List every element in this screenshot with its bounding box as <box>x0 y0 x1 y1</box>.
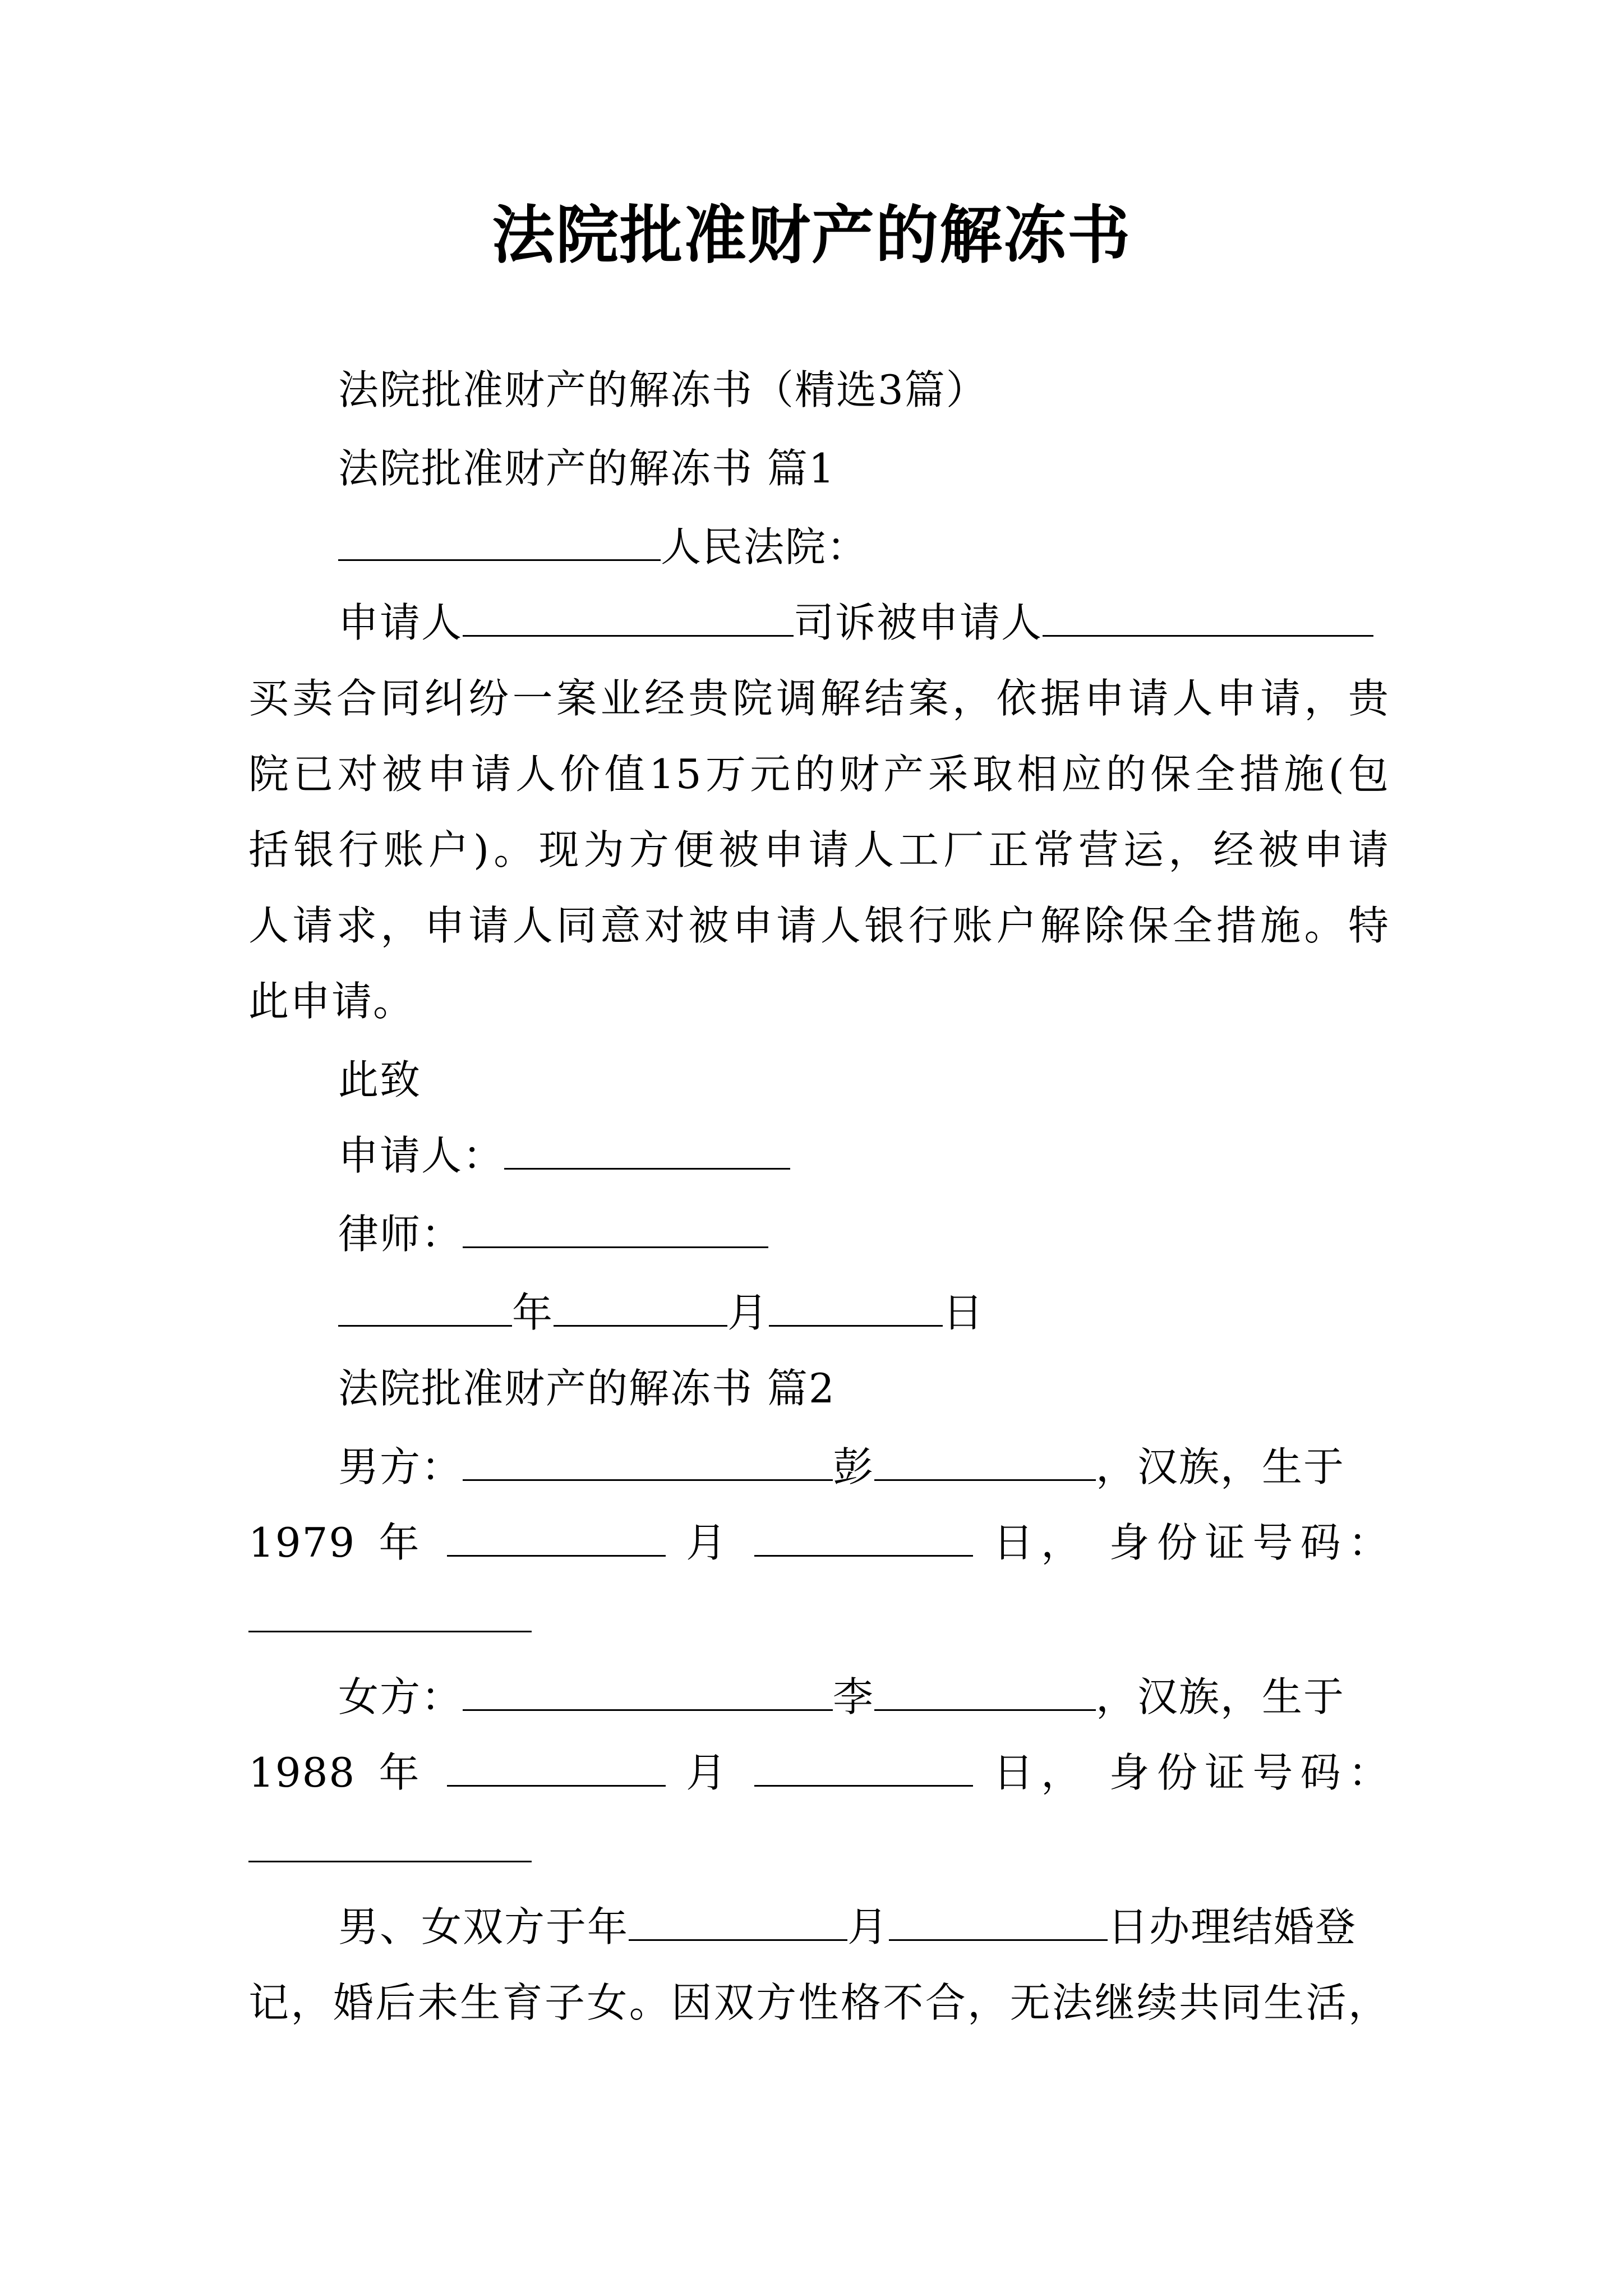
respondent-name-blank <box>1043 600 1373 637</box>
month-label: 月 <box>727 1289 769 1336</box>
male-day-blank <box>754 1520 973 1557</box>
applicant-signature-blank <box>504 1133 790 1170</box>
applicant-signature-line <box>338 1128 790 1184</box>
body-line-5: 此申请。 <box>248 978 415 1025</box>
female-month-blank <box>447 1750 666 1787</box>
male-year-label: 年 <box>372 1519 427 1566</box>
female-id-line <box>248 1820 532 1876</box>
female-given-name-blank <box>874 1674 1096 1711</box>
marriage-end: 日办理结婚登 <box>1108 1903 1357 1950</box>
applicant-signature-label: 申请人： <box>338 1132 505 1179</box>
lawyer-signature-line <box>338 1206 768 1262</box>
male-birth-year: 1979 <box>248 1519 356 1566</box>
male-id-blank <box>248 1596 532 1632</box>
female-day-label: 日， <box>993 1749 1089 1796</box>
day-label: 日 <box>943 1289 985 1336</box>
female-birth-line <box>248 1745 1390 1801</box>
marriage-body-line: 记，婚后未生育子女。因双方性格不合，无法继续共同生活， <box>248 1979 1390 2026</box>
male-name-blank <box>463 1444 833 1481</box>
male-line <box>338 1439 1345 1495</box>
female-month-label: 月 <box>686 1749 734 1796</box>
body-line-3: 括银行账户)。现为方便被申请人工厂正常营运，经被申请 <box>248 826 1390 873</box>
body-line-2: 院已对被申请人价值15万元的财产采取相应的保全措施(包 <box>248 751 1390 798</box>
female-name-blank <box>463 1674 833 1711</box>
marriage-line <box>338 1899 1357 1955</box>
female-birth-year: 1988 <box>248 1749 356 1796</box>
female-id-label: 身份证号码： <box>1109 1749 1390 1796</box>
female-line <box>338 1669 1345 1725</box>
female-label: 女方： <box>338 1673 463 1720</box>
female-id-blank <box>248 1826 532 1862</box>
male-surname: 彭 <box>833 1443 875 1490</box>
lawyer-signature-label: 律师： <box>338 1211 463 1258</box>
applicant-line <box>338 595 1373 651</box>
male-birth-line <box>248 1515 1390 1571</box>
female-year-label: 年 <box>372 1749 427 1796</box>
section2-heading: 法院批准财产的解冻书 篇2 <box>338 1365 836 1412</box>
month-blank <box>554 1290 727 1327</box>
marriage-day-blank <box>889 1904 1108 1941</box>
male-label: 男方： <box>338 1443 463 1490</box>
female-day-blank <box>754 1750 973 1787</box>
year-blank <box>338 1290 512 1327</box>
male-id-line <box>248 1590 532 1646</box>
female-surname: 李 <box>833 1673 875 1720</box>
applicant-prefix: 申请人 <box>338 599 463 646</box>
court-name-blank <box>338 524 661 561</box>
marriage-month-label: 月 <box>847 1903 889 1950</box>
male-month-blank <box>447 1520 666 1557</box>
salutation: 此致 <box>338 1056 422 1103</box>
male-given-name-blank <box>874 1444 1096 1481</box>
marriage-start: 男、女双方于年 <box>338 1903 629 1950</box>
body-line-4: 人请求，申请人同意对被申请人银行账户解除保全措施。特 <box>248 902 1390 949</box>
female-ethnicity-born: ，汉族，生于 <box>1096 1673 1345 1720</box>
sue-respondent-text: 司诉被申请人 <box>794 599 1043 646</box>
male-day-label: 日， <box>993 1519 1089 1566</box>
male-ethnicity-born: ，汉族，生于 <box>1096 1443 1345 1490</box>
court-suffix: 人民法院： <box>661 523 869 570</box>
year-label: 年 <box>512 1289 554 1336</box>
section1-heading: 法院批准财产的解冻书 篇1 <box>338 445 836 492</box>
applicant-name-blank <box>463 600 794 637</box>
day-blank <box>769 1290 943 1327</box>
male-month-label: 月 <box>686 1519 734 1566</box>
body-line-1: 买卖合同纠纷一案业经贵院调解结案，依据申请人申请，贵 <box>248 675 1390 722</box>
male-id-label: 身份证号码： <box>1109 1519 1390 1566</box>
date-line <box>338 1285 984 1341</box>
marriage-month-blank <box>629 1904 847 1941</box>
document-title: 法院批准财产的解冻书 <box>492 199 1131 272</box>
lawyer-signature-blank <box>463 1212 768 1248</box>
document-subtitle: 法院批准财产的解冻书（精选3篇） <box>338 366 988 413</box>
court-line <box>338 519 868 575</box>
